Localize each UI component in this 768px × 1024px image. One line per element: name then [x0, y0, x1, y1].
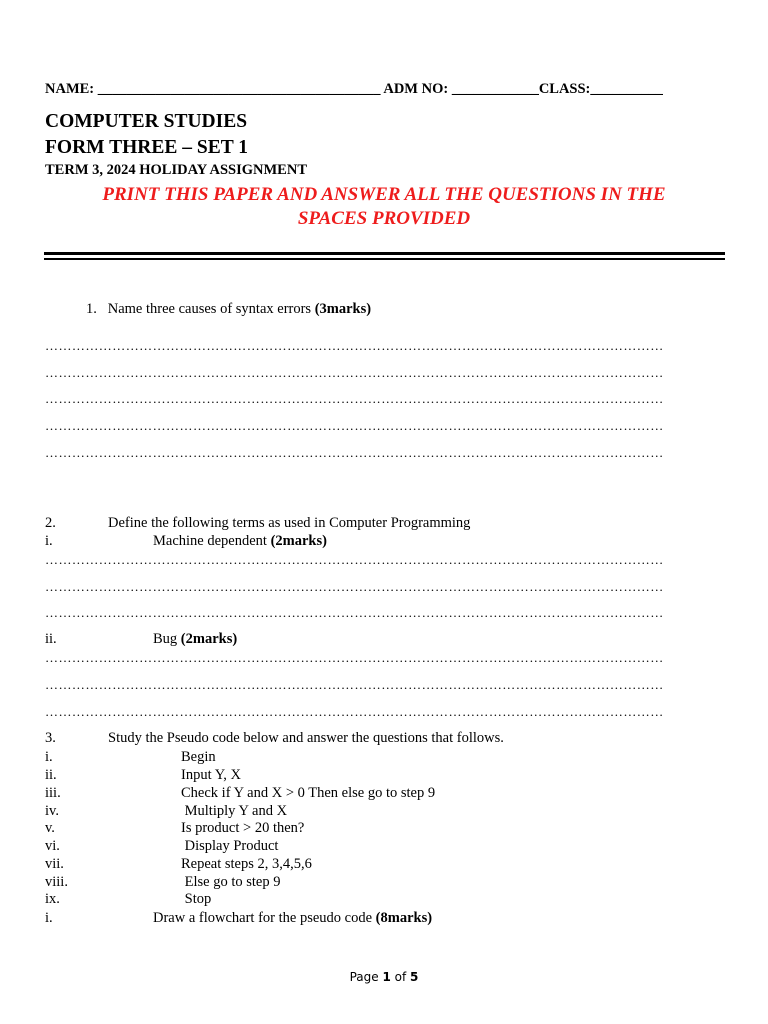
- adm-label: ADM NO:: [383, 81, 449, 97]
- subquestion-number: i.: [45, 910, 53, 926]
- pseudo-step: Is product > 20 then?: [181, 820, 305, 836]
- divider-thick: [44, 252, 725, 255]
- pseudo-step: Multiply Y and X: [181, 803, 288, 819]
- subquestion-bug: [153, 631, 237, 648]
- question-number: 1.: [86, 301, 97, 317]
- subquestion-number: i.: [45, 533, 53, 549]
- pseudo-step: Input Y, X: [181, 767, 242, 783]
- page-total: 5: [410, 970, 419, 984]
- answer-line: …………………………………………………………………………………………………………………………: [45, 418, 664, 433]
- instruction-line-1: PRINT THIS PAPER AND ANSWER ALL THE QUESTIONS IN THE: [102, 184, 666, 205]
- name-blank: _______________________________________: [97, 81, 381, 97]
- page-word: Page: [349, 970, 383, 984]
- answer-line: …………………………………………………………………………………………………………………………: [45, 650, 664, 665]
- answer-line: …………………………………………………………………………………………………………………………: [45, 704, 664, 719]
- class-label: CLASS:: [538, 81, 591, 97]
- pseudo-step: Repeat steps 2, 3,4,5,6: [181, 856, 312, 872]
- student-details-line: [45, 81, 663, 98]
- question-2-text: Define the following terms as used in Computer Programming: [108, 515, 471, 531]
- pseudo-step: Stop: [181, 891, 212, 907]
- answer-line: …………………………………………………………………………………………………………………………: [45, 605, 664, 620]
- step-number: vi.: [45, 838, 60, 854]
- subject-title: COMPUTER STUDIES: [45, 111, 248, 132]
- question-2-number: 2.: [45, 515, 56, 531]
- subquestion-flowchart: [153, 910, 432, 927]
- marks: (3marks): [314, 301, 372, 317]
- step-number: ii.: [45, 767, 57, 783]
- question-text: Name three causes of syntax errors: [107, 301, 315, 317]
- answer-line: …………………………………………………………………………………………………………………………: [45, 338, 664, 353]
- divider-thin: [44, 258, 725, 260]
- pseudo-step: Else go to step 9: [181, 874, 281, 890]
- step-number: iii.: [45, 785, 61, 801]
- step-number: i.: [45, 749, 53, 765]
- name-label: NAME:: [45, 81, 95, 97]
- subquestion-text: Machine dependent: [153, 533, 271, 549]
- question-3-number: 3.: [45, 730, 56, 746]
- step-number: ix.: [45, 891, 60, 907]
- class-blank: __________: [590, 81, 663, 97]
- answer-line: …………………………………………………………………………………………………………………………: [45, 677, 664, 692]
- page-footer: [0, 970, 768, 984]
- question-3-text: Study the Pseudo code below and answer the questions that follows.: [108, 730, 504, 746]
- answer-line: …………………………………………………………………………………………………………………………: [45, 552, 664, 567]
- step-number: iv.: [45, 803, 59, 819]
- answer-line: …………………………………………………………………………………………………………………………: [45, 365, 664, 380]
- answer-line: …………………………………………………………………………………………………………………………: [45, 579, 664, 594]
- marks: (8marks): [375, 910, 433, 926]
- subquestion-number: ii.: [45, 631, 57, 647]
- step-number: vii.: [45, 856, 64, 872]
- marks: (2marks): [180, 631, 238, 647]
- term-title: TERM 3, 2024 HOLIDAY ASSIGNMENT: [45, 162, 307, 178]
- of-word: of: [390, 970, 411, 984]
- answer-line: …………………………………………………………………………………………………………………………: [45, 445, 664, 460]
- pseudo-step: Display Product: [181, 838, 279, 854]
- answer-line: …………………………………………………………………………………………………………………………: [45, 391, 664, 406]
- subquestion-text: Draw a flowchart for the pseudo code: [153, 910, 376, 926]
- form-set-title: FORM THREE – SET 1: [45, 137, 248, 158]
- step-number: v.: [45, 820, 55, 836]
- pseudo-step: Check if Y and X > 0 Then else go to step 9: [181, 785, 436, 801]
- question-1: [86, 301, 371, 318]
- subquestion-text: Bug: [153, 631, 181, 647]
- marks: (2marks): [270, 533, 327, 549]
- pseudo-step: Begin: [181, 749, 216, 765]
- page-number: 1: [382, 970, 391, 984]
- instruction-line-2: SPACES PROVIDED: [297, 208, 471, 229]
- step-number: viii.: [45, 874, 68, 890]
- adm-blank: ____________: [451, 81, 539, 97]
- subquestion-machine-dependent: [153, 533, 327, 550]
